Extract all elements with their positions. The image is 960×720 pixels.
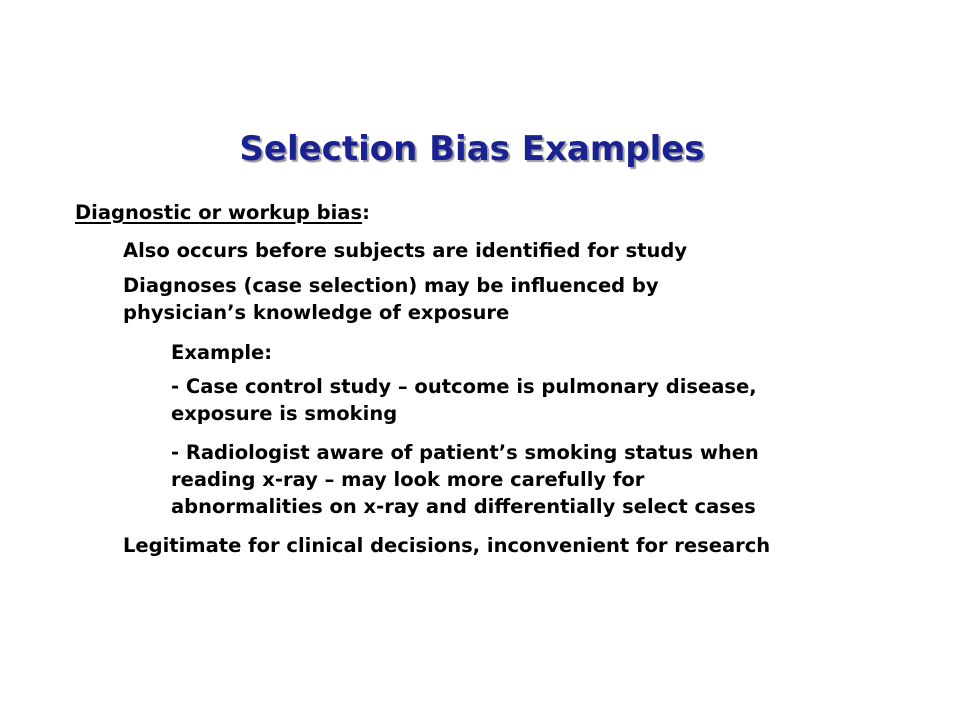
example-item-line: abnormalities on x-ray and differentially select cases xyxy=(171,495,756,518)
example-label: Example: xyxy=(171,341,273,364)
slide-title: Selection Bias Examples xyxy=(239,129,705,169)
example-item-line: exposure is smoking xyxy=(171,402,398,425)
section-heading xyxy=(75,200,370,226)
example-item-line: - Case control study – outcome is pulmonary disease, xyxy=(171,375,757,398)
section-heading-colon: : xyxy=(362,201,370,224)
section-heading-text: Diagnostic or workup bias xyxy=(75,201,363,224)
example-item-line: reading x-ray – may look more carefully for xyxy=(171,468,645,491)
example-item-line: - Radiologist aware of patient’s smoking status when xyxy=(171,441,759,464)
bullet-line: Also occurs before subjects are identified for study xyxy=(123,239,688,262)
closing-line: Legitimate for clinical decisions, inconvenient for research xyxy=(123,534,771,557)
bullet-line: physician’s knowledge of exposure xyxy=(123,301,510,324)
bullet-line: Diagnoses (case selection) may be influenced by xyxy=(123,274,659,297)
